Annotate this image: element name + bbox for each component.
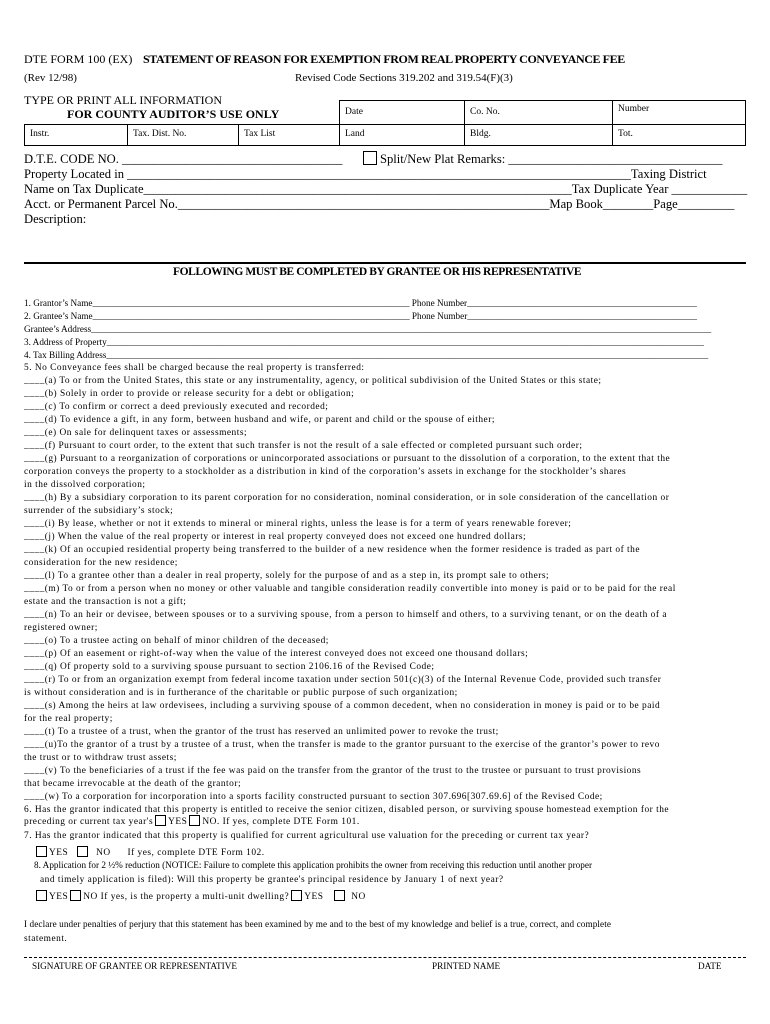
tax-dist-label: Tax. Dist. No.: [133, 129, 187, 139]
exemption-item[interactable]: ____(a) To or from the United States, this state or any instrumentality, agency, or political subdivision of the United States or this state;: [24, 376, 602, 386]
q8-line1: 8. Application for 2 ½% reduction (NOTICE: Failure to complete this application prohibits the owner from receiving this reduction until another proper: [34, 860, 593, 870]
auditor-use-note: FOR COUNTY AUDITOR’S USE ONLY: [67, 107, 280, 121]
q7-options: [34, 846, 265, 858]
exemption-item[interactable]: ____(q) Of property sold to a surviving spouse pursuant to section 2106.16 of the Revised Code;: [24, 662, 435, 672]
description-label: Description:: [24, 212, 87, 226]
q7-suffix: If yes, complete DTE Form 102.: [127, 848, 265, 858]
q8-multiunit-no-label: NO: [351, 892, 366, 902]
code-sections: Revised Code Sections 319.202 and 319.54(F)(3): [295, 72, 513, 84]
exemption-item[interactable]: ____(b) Solely in order to provide or release security for a debt or obligation;: [24, 389, 355, 399]
exemption-item[interactable]: ____(j) When the value of the real property or interest in real property conveyed does not exceed one hundred dollars;: [24, 532, 527, 542]
item-6-question: 6. Has the grantor indicated that this property is entitled to receive the senior citizen, disabled person, or surviving spouse homestead exemption for the: [24, 805, 670, 815]
printed-name-label: PRINTED NAME: [432, 961, 501, 971]
declaration-line2: statement.: [24, 934, 68, 944]
section-title: FOLLOWING MUST BE COMPLETED BY GRANTEE OR HIS REPRESENTATIVE: [173, 266, 582, 278]
split-plat-checkbox[interactable]: [363, 151, 377, 165]
date-cell[interactable]: [339, 100, 465, 125]
exemption-item[interactable]: consideration for the new residence;: [24, 558, 178, 568]
revision: (Rev 12/98): [24, 72, 77, 84]
exemption-item[interactable]: ____(n) To an heir or devisee, between spouses or to a surviving spouse, from a person to himself and others, to a surviving tenant, or on the death of a: [24, 610, 667, 620]
type-print-note: TYPE OR PRINT ALL INFORMATION: [24, 93, 223, 107]
signature-label: SIGNATURE OF GRANTEE OR REPRESENTATIVE: [32, 961, 237, 971]
line-billing-address[interactable]: 4. Tax Billing Address___________________________________________________________________________________________________________________________________: [24, 350, 709, 360]
exemption-item[interactable]: ____(p) Of an easement or right-of-way when the value of the interest conveyed does not exceed one thousand dollars;: [24, 649, 529, 659]
q8-line2: and timely application is filed): Will this property be grantee's principal residence by January 1 of next year?: [40, 875, 504, 885]
instr-label: Instr.: [30, 129, 50, 139]
exemption-item[interactable]: ____(r) To or from an organization exempt from federal income taxation under section 501(c)(3) of the Internal Revenue Code, provided such transfer: [24, 675, 662, 685]
exemption-item[interactable]: for the real property;: [24, 714, 113, 724]
line-grantor[interactable]: 1. Grantor’s Name_____________________________________________________________________ Phone Number__________________________________________________: [24, 298, 697, 308]
item-5-intro: 5. No Conveyance fees shall be charged because the real property is transferred:: [24, 363, 365, 373]
q8-multiunit-no-checkbox[interactable]: [334, 890, 345, 901]
line-grantee[interactable]: 2. Grantee’s Name_____________________________________________________________________ Phone Number__________________________________________________: [24, 311, 697, 321]
date-label-sig: DATE: [698, 961, 722, 971]
tax-duplicate-field[interactable]: Name on Tax Duplicate____________________________________________________________________Tax Duplicate Year ____________: [24, 182, 748, 196]
exemption-item[interactable]: ____(f) Pursuant to court order, to the extent that such transfer is not the result of a sale effected or completed pursuant such order;: [24, 441, 583, 451]
tax-list-label: Tax List: [244, 129, 276, 139]
exemption-item[interactable]: ____(w) To a corporation for incorporation into a sports facility constructed pursuant to section 307.696[307.69.6] of the Revised Code;: [24, 792, 603, 802]
bldg-label: Bldg.: [470, 129, 491, 139]
form-title: STATEMENT OF REASON FOR EXEMPTION FROM REAL PROPERTY CONVEYANCE FEE: [143, 52, 625, 66]
number-cell[interactable]: [612, 100, 746, 125]
split-plat-remarks[interactable]: Split/New Plat Remarks: __________________________________: [380, 152, 723, 166]
tax-list-cell[interactable]: [238, 124, 340, 146]
q8-no-label: NO: [83, 892, 98, 902]
exemption-item[interactable]: surrender of the subsidiary’s stock;: [24, 506, 174, 516]
q6-line: [24, 815, 360, 827]
exemption-item[interactable]: corporation conveys the property to a stockholder as a distribution in kind of the corporation’s assets in exchange for the stockholder’s shares: [24, 467, 627, 477]
tot-cell[interactable]: [612, 124, 746, 146]
exemption-item[interactable]: estate and the transaction is not a gift;: [24, 597, 187, 607]
q6-yes-checkbox[interactable]: [155, 815, 166, 826]
exemption-item[interactable]: ____(g) Pursuant to a reorganization of corporations or unincorporated associations or pursuant to the dissolution of a corporation, to the extent that the: [24, 454, 671, 464]
q6-no-checkbox[interactable]: [189, 815, 200, 826]
parcel-field[interactable]: Acct. or Permanent Parcel No.___________________________________________________________Map Book________Page_________: [24, 197, 735, 211]
q8-no-checkbox[interactable]: [70, 890, 81, 901]
q6-suffix: If yes, complete DTE Form 101.: [219, 817, 360, 827]
exemption-item[interactable]: is without consideration and is in furtherance of the charitable or public purpose of such organization;: [24, 688, 458, 698]
exemption-item[interactable]: ____(c) To confirm or correct a deed previously executed and recorded;: [24, 402, 329, 412]
q6-yes-label: YES: [168, 817, 188, 827]
exemption-item[interactable]: that became irrevocable at the death of the grantor;: [24, 779, 242, 789]
co-no-cell[interactable]: [464, 100, 613, 125]
exemption-item[interactable]: ____(m) To or from a person when no money or other valuable and tangible consideration readily convertible into money is paid or to be paid for the real: [24, 584, 676, 594]
q8-yes-label: YES: [49, 892, 69, 902]
exemption-item[interactable]: ____(d) To evidence a gift, in any form, between husband and wife, or parent and child or the spouse of either;: [24, 415, 495, 425]
q8-multiunit-question: If yes, is the property a multi-unit dwelling?: [100, 892, 290, 902]
section-divider: [24, 262, 746, 264]
exemption-item[interactable]: ____(l) To a grantee other than a dealer in real property, solely for the purpose of and as a step in, its prompt sale to others;: [24, 571, 550, 581]
exemption-item[interactable]: ____(s) Among the heirs at law ordevisees, including a surviving spouse of a common decedent, when no consideration in money is paid or to be paid: [24, 701, 661, 711]
instr-cell[interactable]: [24, 124, 128, 146]
q7-no-label: NO: [96, 848, 111, 858]
exemption-item[interactable]: ____(h) By a subsidiary corporation to its parent corporation for no consideration, nominal consideration, or in sole consideration of the cancellation or: [24, 493, 670, 503]
q7-yes-checkbox[interactable]: [36, 846, 47, 857]
land-cell[interactable]: [339, 124, 465, 146]
signature-line[interactable]: [24, 957, 746, 958]
exemption-item[interactable]: ____(i) By lease, whether or not it extends to mineral or mineral rights, unless the lease is for a term of years renewable forever;: [24, 519, 572, 529]
land-label: Land: [345, 129, 365, 139]
q7-question: 7. Has the grantor indicated that this property is qualified for current agricultural use valuation for the preceding or current tax year?: [24, 831, 590, 841]
line-grantee-address[interactable]: Grantee’s Address_______________________________________________________________________________________________________________________________________: [24, 324, 712, 334]
q7-yes-label: YES: [49, 848, 69, 858]
tax-dist-cell[interactable]: [127, 124, 239, 146]
q7-no-checkbox[interactable]: [77, 846, 88, 857]
property-located-field[interactable]: Property Located in ________________________________________________________________________________Taxing District: [24, 167, 707, 181]
exemption-item[interactable]: ____(u)To the grantor of a trust by a trustee of a trust, when the transfer is made to the grantor pursuant to the exercise of the grantor’s power to revo: [24, 740, 660, 750]
q8-yes-checkbox[interactable]: [36, 890, 47, 901]
line-property-address[interactable]: 3. Address of Property__________________________________________________________________________________________________________________________________: [24, 337, 704, 347]
exemption-item[interactable]: in the dissolved corporation;: [24, 480, 146, 490]
date-label: Date: [345, 107, 363, 117]
exemption-item[interactable]: ____(e) On sale for delinquent taxes or assessments;: [24, 428, 248, 438]
bldg-cell[interactable]: [464, 124, 613, 146]
exemption-item[interactable]: ____(k) Of an occupied residential property being transferred to the builder of a new residence when the former residence is traded as part of the: [24, 545, 641, 555]
form-id: DTE FORM 100 (EX): [24, 52, 133, 66]
number-label: Number: [618, 104, 650, 114]
q8-multiunit-yes-checkbox[interactable]: [291, 890, 302, 901]
co-no-label: Co. No.: [470, 107, 500, 117]
declaration-line1: I declare under penalties of perjury that this statement has been examined by me and to the best of my knowledge and belief is a true, correct, and complete: [24, 919, 612, 929]
q8-options: [34, 890, 366, 902]
exemption-item[interactable]: ____(v) To the beneficiaries of a trust if the fee was paid on the transfer from the grantor of the trust to the trustee or pursuant to trust provisions: [24, 766, 642, 776]
q6-no-label: NO.: [202, 817, 220, 827]
tot-label: Tot.: [618, 129, 633, 139]
exemption-item[interactable]: the trust or to withdraw trust assets;: [24, 753, 177, 763]
exemption-item[interactable]: ____(o) To a trustee acting on behalf of minor children of the deceased;: [24, 636, 329, 646]
dte-code-field[interactable]: D.T.E. CODE NO. ___________________________________: [24, 152, 343, 166]
exemption-item[interactable]: registered owner;: [24, 623, 98, 633]
q8-multiunit-yes-label: YES: [304, 892, 324, 902]
exemption-item[interactable]: ____(t) To a trustee of a trust, when the grantor of the trust has reserved an unlimited power to revoke the trust;: [24, 727, 499, 737]
q6-prefix: preceding or current tax year's: [24, 817, 154, 827]
